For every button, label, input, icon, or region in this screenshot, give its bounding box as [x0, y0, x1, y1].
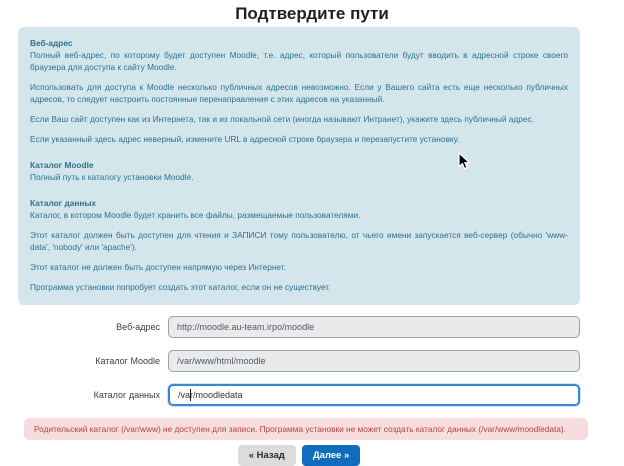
data-directory-input-wrap	[168, 384, 580, 406]
info-heading-moodle-directory: Каталог Moodle	[30, 160, 94, 170]
main-content	[18, 27, 580, 466]
text-caret	[190, 389, 191, 401]
button-row	[18, 445, 580, 466]
info-heading-data-directory: Каталог данных	[30, 198, 97, 208]
info-paragraph: Если Ваш сайт доступен как из Интернета, так и из локальной сети (иногда называют Интранет), укажите здесь публичный адрес.	[30, 114, 534, 124]
data-directory-label: Каталог данных	[93, 390, 160, 400]
info-heading-web-address: Веб-адрес	[30, 38, 73, 48]
data-directory-input[interactable]	[168, 384, 580, 406]
web-address-input[interactable]	[168, 316, 580, 338]
info-section-data-directory	[30, 197, 568, 293]
page-title: Подтвердите пути	[235, 4, 389, 23]
form-row-moodle-directory	[18, 350, 580, 372]
moodle-directory-input-wrap	[168, 350, 580, 372]
moodle-directory-label: Каталог Moodle	[95, 356, 160, 366]
web-address-input-wrap	[168, 316, 580, 338]
form-row-data-directory	[18, 384, 580, 406]
form-row-web-address	[18, 316, 580, 338]
info-paragraph: Этот каталог не должен быть доступен напрямую через Интернет.	[30, 262, 286, 272]
web-address-label: Веб-адрес	[116, 322, 160, 332]
info-paragraph: Полный путь к каталогу установки Moodle.	[30, 172, 194, 182]
info-section-web-address	[30, 37, 568, 145]
info-paragraph: Этот каталог должен быть доступен для чтения и ЗАПИСИ тому пользователю, от чьего имени запускается веб-сервер (обычно 'www-data', 'nobody' или 'apache').	[30, 230, 568, 252]
next-button[interactable]: Далее »	[302, 445, 360, 466]
moodle-directory-input[interactable]	[168, 350, 580, 372]
paths-form	[18, 316, 580, 406]
info-section-moodle-directory	[30, 159, 568, 183]
info-box	[18, 27, 580, 305]
info-paragraph: Использовать для доступа к Moodle несколько публичных адресов невозможно. Если у Вашего сайта есть еще несколько публичных адресов, то следует настроить постоянные перенаправления с этих адресов на указанный.	[30, 82, 568, 104]
info-paragraph: Полный веб-адрес, по которому будет доступен Moodle, т.е. адрес, который пользователи будут вводить в адресной строке своего браузера для доступа к сайту Moodle.	[30, 50, 568, 72]
back-button[interactable]: « Назад	[238, 445, 296, 466]
info-paragraph: Если указанный здесь адрес неверный, измените URL в адресной строке браузера и перезапустите установку.	[30, 134, 460, 144]
error-alert: Родительский каталог (/var/www) не доступен для записи. Программа установки не может создать каталог данных (/var/www/moodledata).	[24, 418, 588, 440]
info-paragraph: Программа установки попробует создать этот каталог, если он не существует.	[30, 282, 331, 292]
info-paragraph: Каталог, в котором Moodle будет хранить все файлы, размещаемые пользователями.	[30, 210, 361, 220]
